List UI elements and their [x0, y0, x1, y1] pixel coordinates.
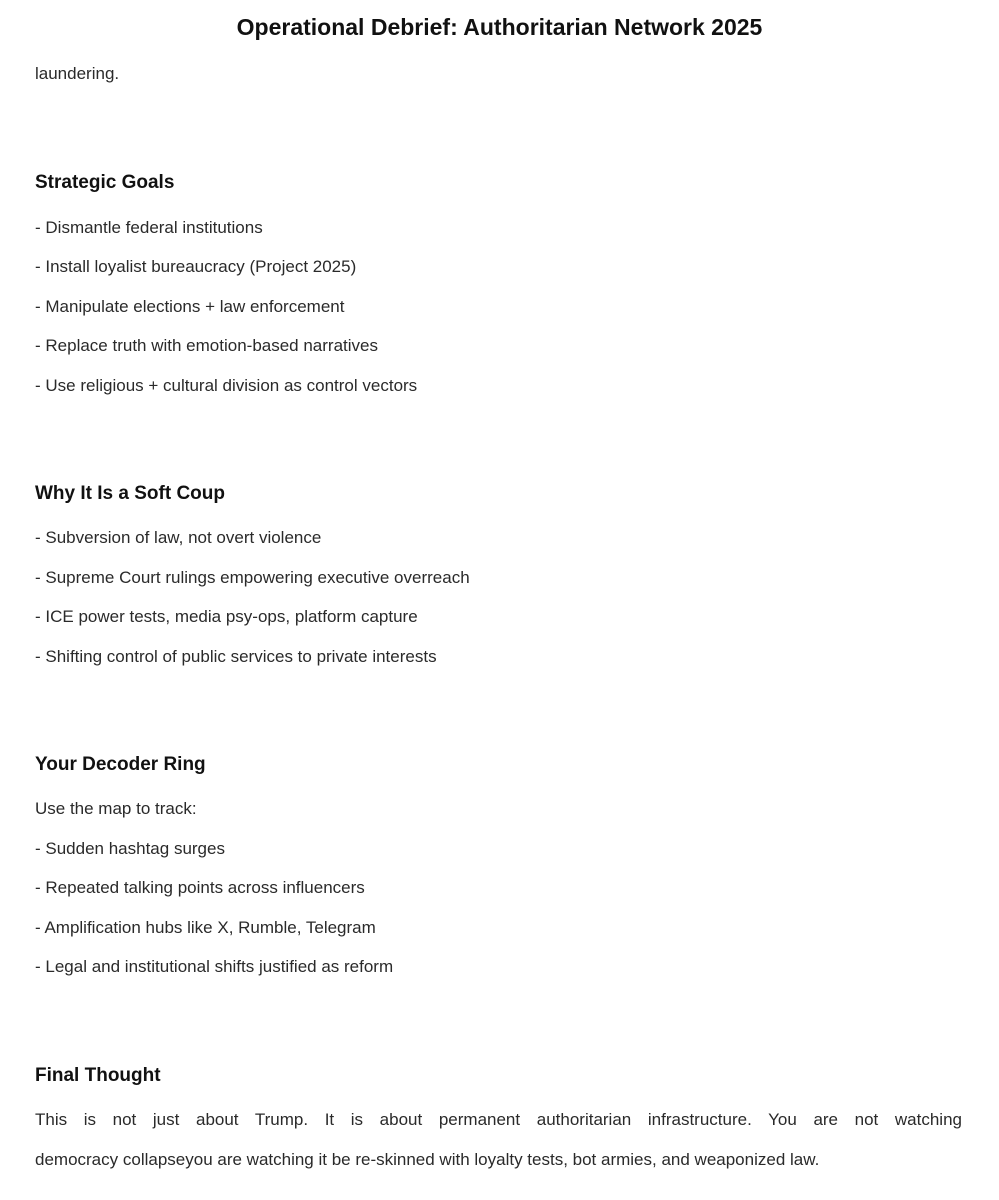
soft-coup-item: - Subversion of law, not overt violence: [35, 528, 322, 547]
strategic-goal-item: - Install loyalist bureaucracy (Project 2025): [35, 257, 357, 276]
strategic-goal-item: - Dismantle federal institutions: [35, 218, 263, 237]
final-thought-line-1: This is not just about Trump. It is about permanent authoritarian infrastructure. You are not watching: [35, 1110, 962, 1129]
document-title: Operational Debrief: Authoritarian Network 2025: [236, 14, 763, 40]
soft-coup-item: - Shifting control of public services to private interests: [35, 647, 437, 666]
final-thought-line-2: democracy collapseyou are watching it be re-skinned with loyalty tests, bot armies, and weaponized law.: [35, 1150, 820, 1169]
soft-coup-heading: Why It Is a Soft Coup: [35, 483, 225, 504]
decoder-ring-item: - Amplification hubs like X, Rumble, Telegram: [35, 918, 376, 937]
strategic-goal-item: - Replace truth with emotion-based narratives: [35, 336, 378, 355]
strategic-goal-item: - Use religious + cultural division as control vectors: [35, 376, 418, 395]
final-thought-heading: Final Thought: [35, 1065, 161, 1086]
strategic-goal-item: - Manipulate elections + law enforcement: [35, 297, 345, 316]
decoder-ring-item: - Legal and institutional shifts justified as reform: [35, 957, 394, 976]
decoder-ring-item: - Repeated talking points across influencers: [35, 878, 365, 897]
strategic-goals-heading: Strategic Goals: [35, 172, 175, 193]
decoder-ring-item: - Sudden hashtag surges: [35, 839, 225, 858]
intro-fragment: laundering.: [35, 64, 120, 83]
decoder-ring-heading: Your Decoder Ring: [35, 754, 206, 775]
soft-coup-item: - Supreme Court rulings empowering executive overreach: [35, 568, 470, 587]
soft-coup-item: - ICE power tests, media psy-ops, platform capture: [35, 607, 418, 626]
decoder-ring-intro: Use the map to track:: [35, 799, 197, 818]
